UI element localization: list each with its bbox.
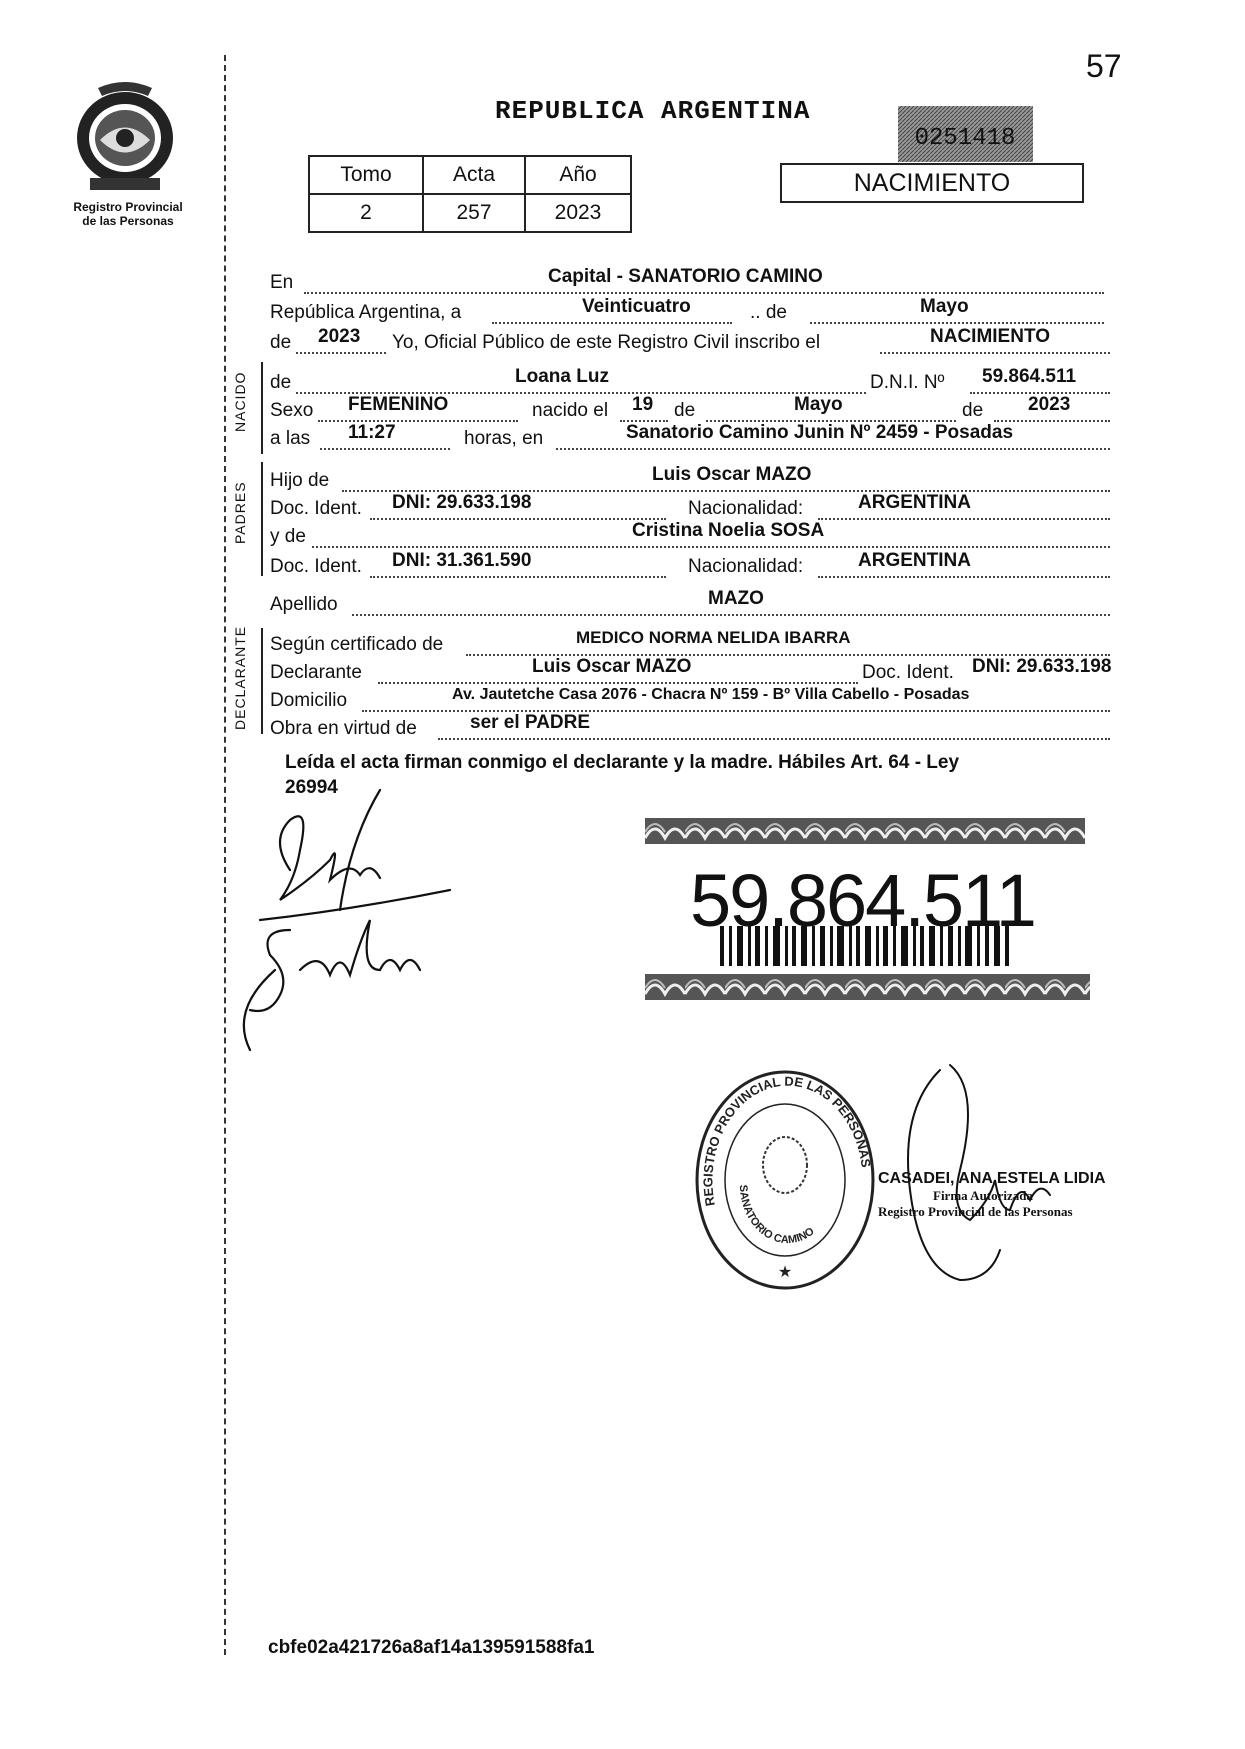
label-decl-doc: Doc. Ident. — [862, 662, 954, 683]
registry-caption-line2: de las Personas — [82, 214, 174, 228]
header-anio: Año — [525, 156, 631, 194]
label-nac-de2: de — [962, 400, 984, 421]
label-doc-ident-madre: Doc. Ident. — [270, 556, 362, 577]
value-nac-mes: Mayo — [794, 394, 843, 415]
header-tomo: Tomo — [309, 156, 423, 194]
text-yo: Yo, Oficial Público de este Registro Civil inscribo el — [392, 332, 821, 353]
official-block — [878, 1170, 1106, 1220]
label-a-las: a las — [270, 428, 311, 449]
value-madre-nac: ARGENTINA — [858, 550, 971, 571]
value-hora: 11:27 — [348, 422, 396, 443]
svg-text:SANATORIO CAMINO — [737, 1184, 817, 1246]
row-madre-doc — [270, 550, 1125, 582]
value-anio: 2023 — [525, 194, 631, 232]
label-nacionalidad-madre: Nacionalidad: — [688, 556, 804, 577]
value-declarante: Luis Oscar MAZO — [532, 656, 692, 677]
label-nacionalidad-padre: Nacionalidad: — [688, 498, 804, 519]
svg-text:★: ★ — [777, 1264, 793, 1281]
document-hash: cbfe02a421726a8af14a139591588fa1 — [268, 1637, 595, 1658]
value-nac-anio: 2023 — [1028, 394, 1071, 415]
value-tomo: 2 — [309, 194, 423, 232]
label-hijo-de: Hijo de — [270, 470, 330, 491]
row-en — [270, 266, 1125, 298]
header-acta: Acta — [423, 156, 525, 194]
barcode-number: 59.864.511 — [690, 859, 1035, 942]
label-dni: D.N.I. Nº — [870, 372, 945, 393]
left-margin-line — [224, 55, 226, 1655]
label-sexo: Sexo — [270, 400, 314, 421]
side-label-nacido: NACIDO — [232, 371, 248, 432]
doc-type-box: NACIMIENTO — [780, 163, 1084, 203]
value-en: Capital - SANATORIO CAMINO — [548, 266, 823, 287]
value-inscribe: NACIMIENTO — [930, 326, 1050, 347]
stamp-code: 0251418 — [914, 125, 1016, 152]
value-padre-nac: ARGENTINA — [858, 492, 971, 513]
value-mes: Mayo — [920, 296, 969, 317]
label-republica: República Argentina, a — [270, 302, 462, 323]
value-dia: Veinticuatro — [582, 296, 691, 317]
handwritten-signatures — [230, 780, 470, 1060]
value-decl-doc: DNI: 29.633.198 — [972, 656, 1112, 677]
official-name: CASADEI, ANA ESTELA LIDIA — [878, 1170, 1106, 1187]
record-table — [308, 155, 632, 233]
row-declarante — [270, 656, 1125, 688]
value-lugar: Sanatorio Camino Junin Nº 2459 - Posadas — [626, 422, 1014, 443]
svg-text:REGISTRO PROVINCIAL DE LAS PER — [700, 1074, 873, 1208]
value-certificado: MEDICO NORMA NELIDA IBARRA — [576, 628, 851, 647]
page-number: 57 — [1086, 48, 1122, 84]
label-apellido: Apellido — [270, 594, 338, 615]
row-apellido — [270, 588, 1125, 620]
value-sexo: FEMENINO — [348, 394, 449, 415]
document-title: REPUBLICA ARGENTINA — [495, 96, 811, 126]
value-acta: 257 — [423, 194, 525, 232]
value-padre-doc: DNI: 29.633.198 — [392, 492, 532, 513]
label-nacido-el: nacido el — [532, 400, 609, 421]
registry-caption-line1: Registro Provincial — [73, 200, 183, 214]
row-republica — [270, 296, 1125, 328]
label-declarante: Declarante — [270, 662, 362, 683]
registry-caption — [58, 200, 198, 228]
seal-outer-text: REGISTRO PROVINCIAL DE LAS PERSONAS — [700, 1073, 874, 1208]
row-obra — [270, 712, 1125, 744]
value-nac-dia: 19 — [632, 394, 654, 415]
label-de: .. de — [750, 302, 787, 323]
value-obra: ser el PADRE — [470, 712, 591, 733]
value-domicilio: Av. Jautetche Casa 2076 - Chacra Nº 159 - Bº Villa Cabello - Posadas — [452, 686, 970, 703]
value-dni: 59.864.511 — [982, 366, 1077, 387]
label-horas-en: horas, en — [464, 428, 544, 449]
value-apellido: MAZO — [708, 588, 764, 609]
label-de2: de — [270, 332, 292, 353]
row-domicilio — [270, 688, 1125, 716]
label-nacido-de: de — [270, 372, 292, 393]
official-seal — [685, 1065, 885, 1295]
value-padre: Luis Oscar MAZO — [652, 464, 812, 485]
label-y-de: y de — [270, 526, 306, 547]
row-madre — [270, 520, 1125, 552]
label-doc-ident-padre: Doc. Ident. — [270, 498, 362, 519]
closing-line2: 26994 — [285, 777, 338, 798]
label-obra: Obra en virtud de — [270, 718, 417, 739]
closing-line1: Leída el acta firman conmigo el declarante y la madre. Hábiles Art. 64 - Ley — [285, 752, 960, 773]
label-domicilio: Domicilio — [270, 690, 348, 711]
value-nombre: Loana Luz — [515, 366, 609, 387]
row-hora — [270, 422, 1125, 454]
label-segun: Según certificado de — [270, 634, 444, 655]
side-label-declarante: DECLARANTE — [232, 625, 248, 730]
official-office: Registro Provincial de las Personas — [878, 1204, 1073, 1219]
label-nac-de: de — [674, 400, 696, 421]
side-label-padres: PADRES — [232, 481, 248, 544]
security-stamp — [898, 106, 1033, 162]
label-en: En — [270, 272, 294, 293]
row-inscribe — [270, 326, 1125, 358]
value-madre: Cristina Noelia SOSA — [632, 520, 825, 541]
misiones-coat-of-arms-logo — [70, 80, 180, 192]
value-anio: 2023 — [318, 326, 361, 347]
seal-inner-text: SANATORIO CAMINO — [736, 1184, 817, 1247]
official-role: Firma Autorizada — [933, 1188, 1034, 1203]
value-madre-doc: DNI: 31.361.590 — [392, 550, 532, 571]
